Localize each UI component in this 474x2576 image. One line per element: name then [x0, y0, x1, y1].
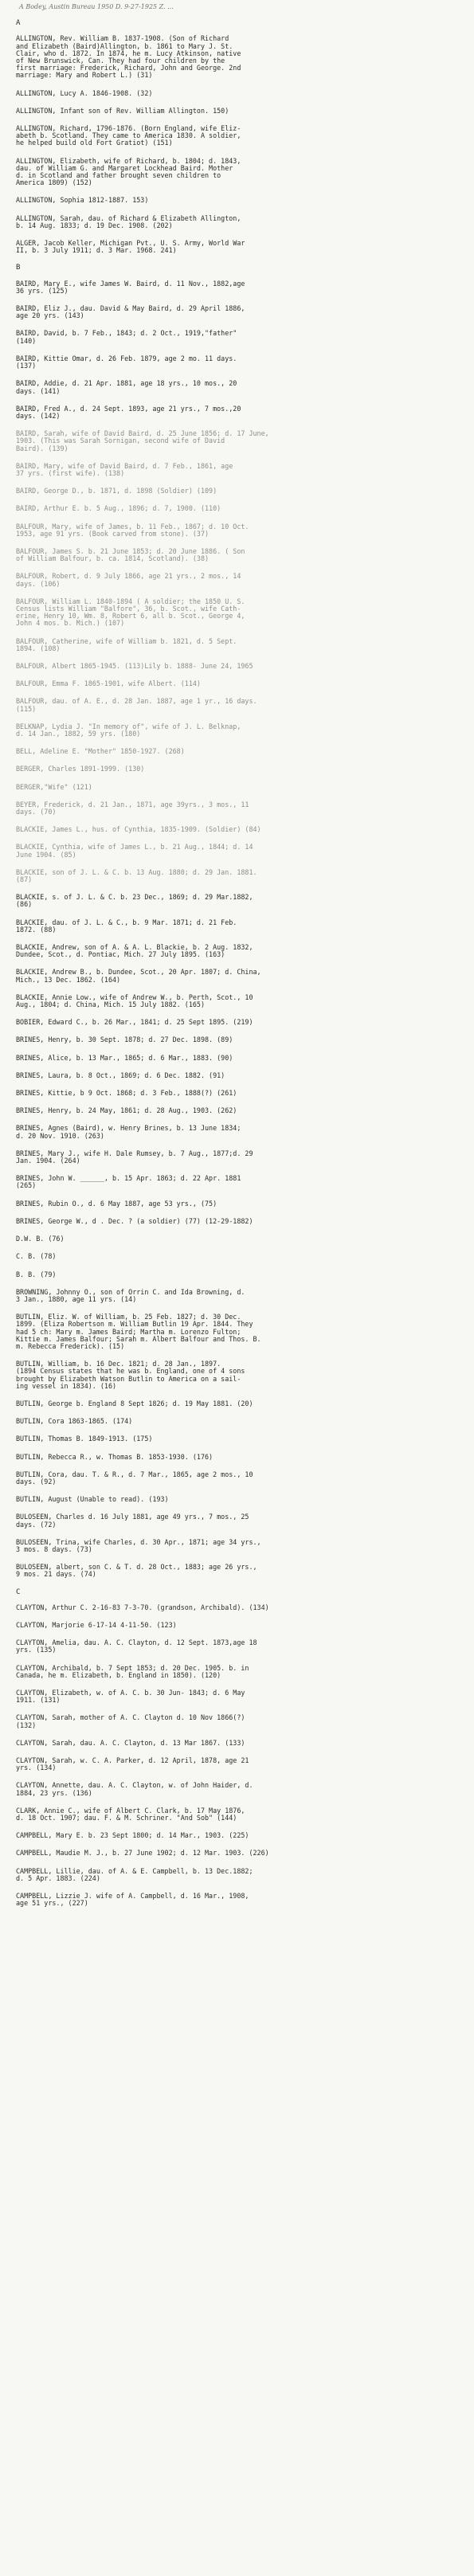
record-entry: ALLINGTON, Sarah, dau. of Richard & Elizabeth Allington, b. 14 Aug. 1833; d. 19 Dec. 1908. (202) — [16, 213, 241, 229]
record-entry: BALFOUR, Mary, wife of James, b. 11 Feb., 1867; d. 10 Oct. 1953, age 91 yrs. (Book carved from stone). (37) — [16, 522, 249, 538]
record-entry: CLAYTON, Archibald, b. 7 Sept 1853; d. 20 Dec. 1905. b. in Canada, he m. Elizabeth, b. England in 1850). (120) — [16, 1663, 249, 1679]
record-entry: BRINES, Mary J., wife H. Dale Rumsey, b. 7 Aug., 1877;d. 29 Jan. 1904. (264) — [16, 1149, 253, 1165]
record-entry: BELKNAP, Lydia J. "In memory of", wife of J. L. Belknap, d. 14 Jan., 1882, 59 yrs. (180) — [16, 722, 241, 738]
record-entry: BUTLIN, George b. England 8 Sept 1826; d. 19 May 1881. (20) — [16, 1399, 253, 1407]
record-entry: BRINES, George W., d . Dec. ? (a soldier) (77) (12-29-1882) — [16, 1216, 253, 1225]
record-entry: BLACKIE, Andrew, son of A. & A. L. Blackie, b. 2 Aug. 1832, Dundee, Scot., d. Pontiac, Mich. 27 July 1895. (163) — [16, 943, 253, 959]
record-entry: BRINES, Rubin O., d. 6 May 1887, age 53 yrs., (75) — [16, 1199, 217, 1208]
record-entry: BUTLIN, Cora 1863-1865. (174) — [16, 1417, 133, 1426]
record-entry: BUTLIN, Rebecca R., w. Thomas B. 1853-1930. (176) — [16, 1452, 213, 1461]
record-entry: BAIRD, Eliz J., dau. David & May Baird, d. 29 April 1886, age 20 yrs. (143) — [16, 304, 245, 320]
record-entry: ALLINGTON, Rev. William B. 1837-1908. (Son of Richard and Elizabeth (Baird)Allington, b. 1861 to Mary J. St. Clair, who d. 1872. In 1874, he m. Lucy Atkinson, native of New Brunswick, Can. They had four children by the first marriage: Frederick, Richard, John and George. 2nd marriage: Mary and Robert L.) (31) — [16, 34, 241, 80]
record-entry: BROWNING, Johnny O., son of Orrin C. and Ida Browning, d. 3 Jan., 1880, age 11 yrs. (14) — [16, 1287, 245, 1303]
page-content — [16, 20, 464, 1907]
record-entry: BULOSEEN, albert, son C. & T. d. 28 Oct., 1883; age 26 yrs., 9 mos. 21 days. (74) — [16, 1563, 257, 1579]
record-entry: CLAYTON, Elizabeth, w. of A. C. b. 30 Jun- 1843; d. 6 May 1911. (131) — [16, 1689, 245, 1705]
record-entry: BALFOUR, James S. b. 21 June 1853; d. 20 June 1886. ( Son of William Balfour, b. ca. 1814, Scotland). (38) — [16, 546, 245, 563]
record-entry: BRINES, Agnes (Baird), w. Henry Brines, b. 13 June 1834; d. 20 Nov. 1910. (263) — [16, 1124, 241, 1140]
record-entry: BUTLIN, Thomas B. 1849-1913. (175) — [16, 1435, 153, 1443]
record-entry: C. B. (78) — [16, 1252, 57, 1261]
record-entry: BLACKIE, s. of J. L. & C. b. 23 Dec., 1869; d. 29 Mar.1882, (86) — [16, 893, 253, 909]
record-entry: CLAYTON, Arthur C. 2-16-83 7-3-70. (grandson, Archibald). (134) — [16, 1603, 269, 1611]
record-entry: ALLINGTON, Sophia 1812-1887. 153) — [16, 196, 149, 205]
record-entry: CLAYTON, Marjorie 6-17-14 4-11-50. (123) — [16, 1620, 177, 1629]
record-entry: B. B. (79) — [16, 1270, 57, 1278]
record-entry: CLAYTON, Amelia, dau. A. C. Clayton, d. 12 Sept. 1873,age 18 yrs. (135) — [16, 1638, 257, 1654]
record-entry: BAIRD, Mary, wife of David Baird, d. 7 Feb., 1861, age 37 yrs. (first wife). (138) — [16, 461, 233, 477]
record-entry: BOBIER, Edward C., b. 26 Mar., 1841; d. 25 Sept 1895. (219) — [16, 1018, 253, 1027]
record-entry: ALLINGTON, Richard, 1796-1876. (Born England, wife Eliz- abeth b. Scotland. They came to America 1830. A soldier, he helped build old Fort Gratiot) (151) — [16, 124, 241, 147]
section-letter: A — [16, 19, 21, 28]
record-entry: BAIRD, Mary E., wife James W. Baird, d. 11 Nov., 1882,age 36 yrs. (125) — [16, 279, 245, 295]
record-entry: BALFOUR, dau. of A. E., d. 28 Jan. 1887, age 1 yr., 16 days. (115) — [16, 697, 257, 713]
record-entry: BAIRD, Kittie Omar, d. 26 Feb. 1879, age 2 mo. 11 days. (137) — [16, 354, 237, 370]
record-entry: BRINES, Laura, b. 8 Oct., 1869; d. 6 Dec. 1882. (91) — [16, 1071, 225, 1079]
record-entry: BAIRD, Sarah, wife of David Baird, d. 25 June 1856; d. 17 June, 1903. (This was Sarah Sornigan, second wife of David Baird). (139) — [16, 429, 269, 452]
record-entry: BRINES, John W. ______, b. 15 Apr. 1863; d. 22 Apr. 1881 (265) — [16, 1174, 241, 1190]
record-entry: CAMPBELL, Mary E. b. 23 Sept 1800; d. 14 Mar., 1903. (225) — [16, 1831, 249, 1840]
record-entry: BAIRD, George D., b. 1871, d. 1898 (Soldier) (109) — [16, 487, 217, 495]
record-entry: BRINES, Alice, b. 13 Mar., 1865; d. 6 Mar., 1883. (90) — [16, 1053, 233, 1062]
record-entry: CLAYTON, Sarah, dau. A. C. Clayton, d. 13 Mar 1867. (133) — [16, 1738, 245, 1747]
record-entry: ALGER, Jacob Keller, Michigan Pvt., U. S. Army, World War II, b. 3 July 1911; d. 3 Mar. 1968. 241) — [16, 239, 245, 255]
record-entry: BLACKIE, Cynthia, wife of James L., b. 21 Aug., 1844; d. 14 June 1904. (85) — [16, 843, 253, 859]
record-entry: ALLINGTON, Elizabeth, wife of Richard, b. 1804; d. 1843, dau. of William G. and Margaret Lockhead Baird. Mother d. in Scotland and father brought seven children to America 1809) (152) — [16, 156, 241, 187]
record-entry: CLAYTON, Sarah, mother of A. C. Clayton d. 10 Nov 1866(?) (132) — [16, 1713, 245, 1729]
section-letter: B — [16, 264, 21, 272]
record-entry: ALLINGTON, Lucy A. 1846-1908. (32) — [16, 88, 153, 97]
handwritten-note: A Bodey, Austin Bureau 1950 D. 9-27-1925 Z. ... — [19, 3, 174, 10]
record-entry: BAIRD, Fred A., d. 24 Sept. 1893, age 21 yrs., 7 mos.,20 days. (142) — [16, 404, 241, 420]
record-entry: BRINES, Henry, b. 24 May, 1861; d. 28 Aug., 1903. (262) — [16, 1106, 237, 1115]
record-entry: BERGER, Charles 1891-1999. (130) — [16, 765, 145, 773]
record-entry: ALLINGTON, Infant son of Rev. William Allington. 150) — [16, 106, 229, 115]
record-entry: BLACKIE, Annie Low., wife of Andrew W., b. Perth, Scot., 10 Aug., 1804; d. China, Mich. 15 July 1882. (165) — [16, 992, 253, 1009]
record-entry: BULOSEEN, Trina, wife Charles, d. 30 Apr., 1871; age 34 yrs., 3 mos. 8 days. (73) — [16, 1537, 261, 1553]
record-entry: CLAYTON, Annette, dau. A. C. Clayton, w. of John Haider, d. 1884, 23 yrs. (136) — [16, 1781, 253, 1797]
record-entry: BEYER, Frederick, d. 21 Jan., 1871, age 39yrs., 3 mos., 11 days. (70) — [16, 800, 249, 816]
record-entry: BAIRD, Addie, d. 21 Apr. 1881, age 18 yrs., 10 mos., 20 days. (141) — [16, 379, 237, 395]
record-entry: BLACKIE, Andrew B., b. Dundee, Scot., 20 Apr. 1807; d. China, Mich., 13 Dec. 1862. (164) — [16, 968, 261, 984]
record-entry: CAMPBELL, Maudie M. J., b. 27 June 1902; d. 12 Mar. 1903. (226) — [16, 1849, 269, 1858]
record-entry: CLARK, Annie C., wife of Albert C. Clark, b. 17 May 1876, d. 18 Oct. 1907; dau. F. & M. Schriner. "And Sob" (144) — [16, 1806, 245, 1822]
record-entry: BELL, Adeline E. "Mother" 1850-1927. (268) — [16, 747, 185, 756]
record-entry: BALFOUR, Albert 1865-1945. (113)Lily b. 1888- June 24, 1965 — [16, 661, 253, 670]
record-entry: BRINES, Henry, b. 30 Sept. 1878; d. 27 Dec. 1898. (89) — [16, 1035, 233, 1044]
record-entry: BALFOUR, William L. 1840-1894 ( A soldier; the 1850 U. S. Census lists William "Balfore", 36, b. Scot., wife Cath- erine, Henry 10, Wm. 8, Robert 6, all b. Scot., George 4, John 4 mos. b. Mich.) (107) — [16, 597, 245, 628]
record-entry: CAMPBELL, Lillie, dau. of A. & E. Campbell, b. 13 Dec.1882; d. 5 Apr. 1883. (224) — [16, 1866, 253, 1882]
record-entry: BLACKIE, son of J. L. & C. b. 13 Aug. 1880; d. 29 Jan. 1881. (87) — [16, 867, 257, 884]
record-entry: BUTLIN, Cora, dau. T. & R., d. 7 Mar., 1865, age 2 mos., 10 days. (92) — [16, 1470, 253, 1486]
record-entry: BERGER,"Wife" (121) — [16, 782, 92, 791]
record-entry: BAIRD, David, b. 7 Feb., 1843; d. 2 Oct., 1919,"father" (140) — [16, 329, 237, 345]
record-entry: CLAYTON, Sarah, w. C. A. Parker, d. 12 April, 1878, age 21 yrs. (134) — [16, 1756, 249, 1772]
record-entry: BALFOUR, Catherine, wife of William b. 1821, d. 5 Sept. 1894. (108) — [16, 636, 237, 652]
record-entry: BALFOUR, Robert, d. 9 July 1866, age 21 yrs., 2 mos., 14 days. (106) — [16, 572, 241, 588]
record-entry: BAIRD, Arthur E. b. 5 Aug., 1896; d. 7, 1900. (110) — [16, 504, 221, 513]
record-entry: BLACKIE, dau. of J. L. & C., b. 9 Mar. 1871; d. 21 Feb. 1872. (88) — [16, 918, 237, 934]
record-entry: BALFOUR, Emma F. 1865-1901, wife Albert. (114) — [16, 679, 201, 688]
record-entry: BUTLIN, Eliz. W. of William, b. 25 Feb. 1827; d. 30 Dec. 1899. (Eliza Robertson m. William Butlin 19 Apr. 1844. They had 5 ch: Mary m. James Baird; Martha m. Lorenzo Fulton; Kittie m. James Balfour; Sarah m. Albert Balfour and Thos. B. m. Rebecca Frederick). (15) — [16, 1313, 261, 1350]
record-entry: BULOSEEN, Charles d. 16 July 1881, age 49 yrs., 7 mos., 25 days. (72) — [16, 1513, 249, 1529]
record-entry: D.W. B. (76) — [16, 1235, 65, 1243]
record-entry: BUTLIN, William, b. 16 Dec. 1821; d. 28 Jan., 1897. (1894 Census states that he was b. England, one of 4 sons brought by Elizabeth Watson Butlin to America on a sail- ing vessel in 1834). (16) — [16, 1360, 245, 1390]
record-entry: BLACKIE, James L., hus. of Cynthia, 1835-1909. (Soldier) (84) — [16, 825, 261, 834]
record-entry: BUTLIN, August (Unable to read). (193) — [16, 1495, 169, 1504]
record-entry: BRINES, Kittie, b 9 Oct. 1868; d. 3 Feb., 1888(?) (261) — [16, 1089, 237, 1098]
section-letter: C — [16, 1587, 21, 1596]
record-entry: CAMPBELL, Lizzie J. wife of A. Campbell, d. 16 Mar., 1908, age 51 yrs., (227) — [16, 1892, 249, 1908]
